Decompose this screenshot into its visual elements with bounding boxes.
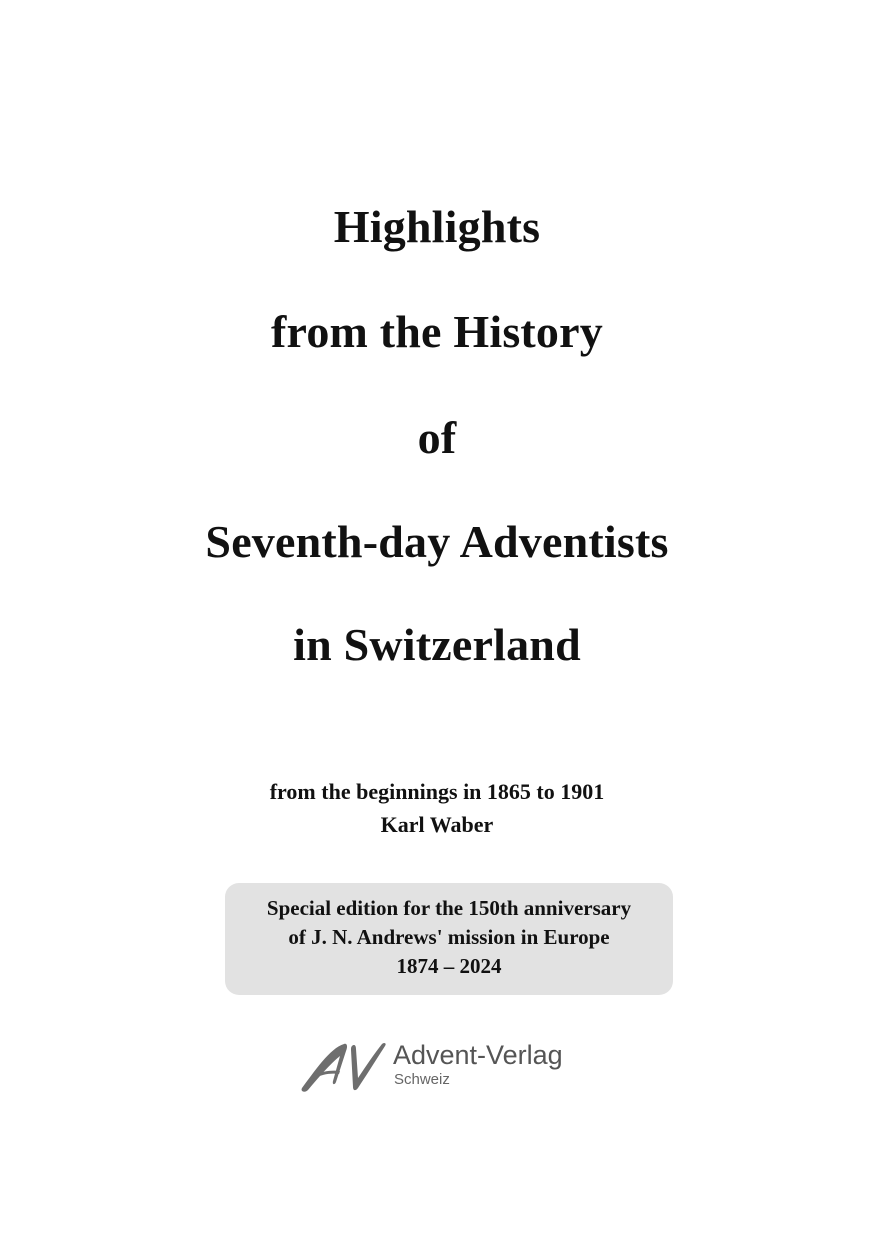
publisher-name: Advent-Verlag bbox=[393, 1040, 563, 1070]
title-line-3: of bbox=[417, 412, 457, 463]
period-subtitle: from the beginnings in 1865 to 1901 bbox=[269, 779, 605, 804]
title-line-1: Highlights bbox=[333, 201, 541, 252]
special-edition-box bbox=[225, 883, 673, 995]
edition-line-1: Special edition for the 150th anniversary bbox=[266, 896, 632, 920]
publisher-logo bbox=[300, 1038, 570, 1094]
title-line-4: Seventh-day Adventists bbox=[205, 516, 669, 567]
edition-line-3: 1874 – 2024 bbox=[396, 954, 502, 978]
title-line-2: from the History bbox=[271, 306, 603, 357]
edition-line-2: of J. N. Andrews' mission in Europe bbox=[288, 925, 610, 949]
author-name: Karl Waber bbox=[380, 812, 494, 837]
publisher-region: Schweiz bbox=[394, 1071, 450, 1088]
av-logo-icon bbox=[300, 1038, 390, 1092]
title-line-5: in Switzerland bbox=[293, 619, 581, 670]
